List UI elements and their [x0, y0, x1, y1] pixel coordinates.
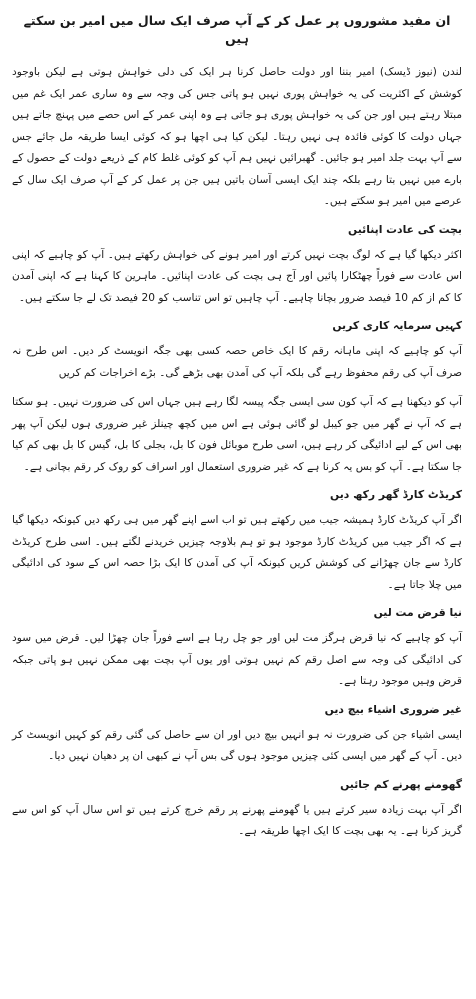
section-text-sell-items: ایسی اشیاء جن کی ضرورت نہ ہو انہیں بیچ دیں اور ان سے حاصل کی گئی رقم کو کہیں انویسٹ کر دیں۔ آپ کے گھر میں ایسی کئی چیزیں موجود ہوں گی بس آپ نے کبھی ان پر دھیان نہیں دیا۔	[12, 728, 462, 762]
article-title: ان مفید مشوروں پر عمل کر کے آپ صرف ایک سال میں امیر بن سکتے ہیں	[23, 13, 451, 46]
section-heading-saving-habit: بچت کی عادت اپنائیں	[348, 222, 462, 236]
section-text-saving-habit: اکثر دیکھا گیا ہے کہ لوگ بچت نہیں کرتے اور امیر ہونے کی خواہش رکھتے ہیں۔ آپ کو چاہیے کہ اپنی اس عادت سے فوراً چھٹکارا پائیں اور آج ہی بچت کی عادت اپنائیں۔ ماہرین کا کہنا ہے کہ اپنی آمدن کا کم از کم 10 فیصد ضرور بچانا چاہیے۔ آپ چاہیں تو اس تناسب کو 20 فیصد تک لے جا سکتے ہیں۔	[12, 248, 462, 304]
section-text-no-loan: آپ کو چاہیے کہ نیا قرض ہرگز مت لیں اور جو چل رہا ہے اسے فوراً جان چھڑا لیں۔ قرض میں سود کی ادائیگی کی وجہ سے اصل رقم کم نہیں ہوتی اور یوں آپ بچت بھی ممکن نہیں ہو پاتی جبکہ قرض وہیں موجود رہتا ہے۔	[12, 632, 462, 687]
section-heading-no-loan: نیا قرض مت لیں	[373, 606, 462, 619]
section-text-credit-card: اگر آپ کریڈٹ کارڈ ہمیشہ جیب میں رکھتے ہیں تو اب اسے اپنے گھر میں ہی رکھ دیں کیونکہ دیکھا گیا ہے کہ اگر جیب میں کریڈٹ کارڈ موجود ہو تو ہم بلاوجہ چیزیں خریدنے لگتے ہیں۔ اسی طرح کریڈٹ کارڈ سے جان چھڑانے کی کوشش کریں کیونکہ آپ کی آمدن کا ایک بڑا حصہ اس کے سود کی ادائیگی میں چلا جاتا ہے۔	[12, 514, 462, 591]
section-text-invest: آپ کو چاہیے کہ اپنی ماہانہ رقم کا ایک خاص حصہ کسی بھی جگہ انویسٹ کر دیں۔ اس طرح نہ صرف آپ کی رقم محفوظ رہے گی بلکہ آپ کی آمدن بھی بڑھے گی۔ بڑے اخراجات کم کریں	[12, 345, 462, 379]
section-text-reduce-expenses: آپ کو دیکھنا ہے کہ آپ کون سی ایسی جگہ پیسہ لگا رہے ہیں جہاں اس کی ضرورت نہیں۔ ہو سکتا ہے کہ آپ نے گھر میں جو کیبل لو گائی ہوئی ہے اس میں کچھ چینلز غیر ضروری ہوں لیکن آپ پھر بھی اس کے لیے ادائیگی کر رہے ہیں، اسی طرح موبائل فون کا بل، بجلی کا بل، گیس کا بل بھی کم کیا جا سکتا ہے۔ آپ کو بس یہ کرنا ہے کہ غیر ضروری استعمال اور اسراف کو روک کر رقم بچانی ہے۔	[12, 396, 462, 473]
section-heading-credit-card: کریڈٹ کارڈ گھر رکھ دیں	[330, 488, 462, 501]
section-heading-travel-less: گھومنے پھرنے کم جائیں	[340, 777, 462, 791]
section-heading-sell-items: غیر ضروری اشیاء بیچ دیں	[324, 702, 462, 716]
article-intro: لندن (نیوز ڈیسک) امیر بننا اور دولت حاصل کرنا ہر ایک کی دلی خواہش ہوتی ہے لیکن باوجود کوشش کے اکثریت کی یہ خواہش پوری نہیں ہو پاتی جس کی وجہ سے وہ ساری عمر ایک غم میں مبتلا رہتے ہیں اور جن کی یہ خواہش پوری ہو جاتی ہے وہ اپنی عمر کے اس حصے میں پہنچ جاتے ہیں جہاں دولت کا کوئی فائدہ ہی نہیں رہتا۔ لیکن کیا ہی اچھا ہو کہ کوئی ایسا طریقہ مل جائے جس سے آپ بہت جلد امیر ہو جائیں۔ گھبرائیں نہیں ہم آپ کو کوئی غلط کام کے ذریعے دولت کے حصول کے بارے میں نہیں بتا رہے بلکہ چند ایک ایسی آسان باتیں ہیں جن پر عمل کر کے آپ صرف ایک سال کے عرصے میں امیر ہو سکتے ہیں۔	[12, 66, 462, 207]
section-heading-invest: کہیں سرمایہ کاری کریں	[332, 319, 462, 332]
section-text-travel-less: اگر آپ بہت زیادہ سیر کرتے ہیں یا گھومنے پھرنے پر رقم خرچ کرتے ہیں تو اس سال آپ کو اس سے گریز کرنا ہے۔ یہ بھی بچت کا ایک اچھا طریقہ ہے۔	[12, 803, 462, 837]
